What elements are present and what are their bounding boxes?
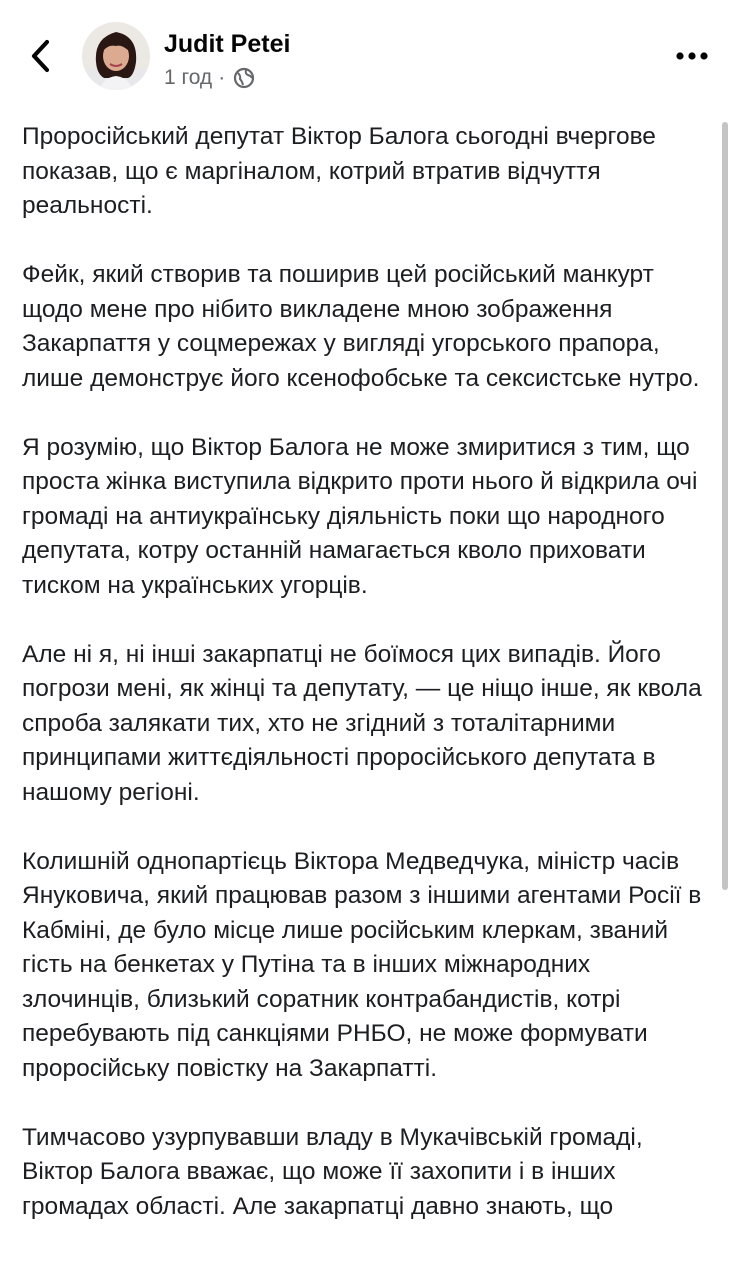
post-meta <box>164 66 255 90</box>
post-paragraph: Фейк, який створив та поширив цей російський манкурт щодо мене про нібито викладене мною зображення Закарпаття у соцмережах у вигляді угорського прапора, лише демонструє його ксенофобське та сексистське нутро. <box>22 261 700 392</box>
post-paragraph: Тимчасово узурпувавши владу в Мукачівській громаді, Віктор Балога вважає, що може її захопити і в інших громадах області. Але закарпатці давно знають, що <box>22 1123 643 1220</box>
avatar[interactable] <box>82 22 150 90</box>
post-text <box>22 120 712 1259</box>
post-paragraph: Проросійський депутат Віктор Балога сьогодні вчергове показав, що є маргіналом, котрий втратив відчуття реальності. <box>22 123 656 219</box>
meta-separator: · <box>218 66 226 89</box>
post-paragraph: Але ні я, ні інші закарпатці не боїмося цих випадів. Його погрози мені, як жінці та депутату, — це ніщо інше, як квола спроба залякати тих, хто не згідний з тоталітарними принципами життєдіяльності проросійського депутата в нашому регіоні. <box>22 640 702 806</box>
chevron-left-icon <box>30 39 52 73</box>
post-paragraph: Колишній однопартієць Віктора Медведчука, міністр часів Януковича, який працював разом з іншими агентами Росії в Кабміні, де було місце лише російським клеркам, званий гість на бенкетах у Путіна та в інших міжнародних злочинців, близький соратник контрабандистів, котрі перебувають під санкціями РНБО, не може формувати проросійську повістку на Закарпатті. <box>22 847 702 1082</box>
back-button[interactable] <box>24 36 58 76</box>
post-paragraph: Я розумію, що Віктор Балога не може змиритися з тим, що проста жінка виступила відкрито проти нього й відкрила очі громаді на антиукраїнську діяльність поки що народного депутата, котру останній намагається кволо приховати тиском на українських угорців. <box>22 433 698 599</box>
globe-icon <box>233 67 255 89</box>
post-timestamp[interactable]: 1 год <box>164 66 213 89</box>
post-header <box>0 0 733 112</box>
scrollbar[interactable] <box>722 122 728 890</box>
more-horizontal-icon <box>676 51 708 61</box>
more-options-button[interactable] <box>670 40 714 72</box>
author-name[interactable]: Judit Petei <box>164 30 291 58</box>
